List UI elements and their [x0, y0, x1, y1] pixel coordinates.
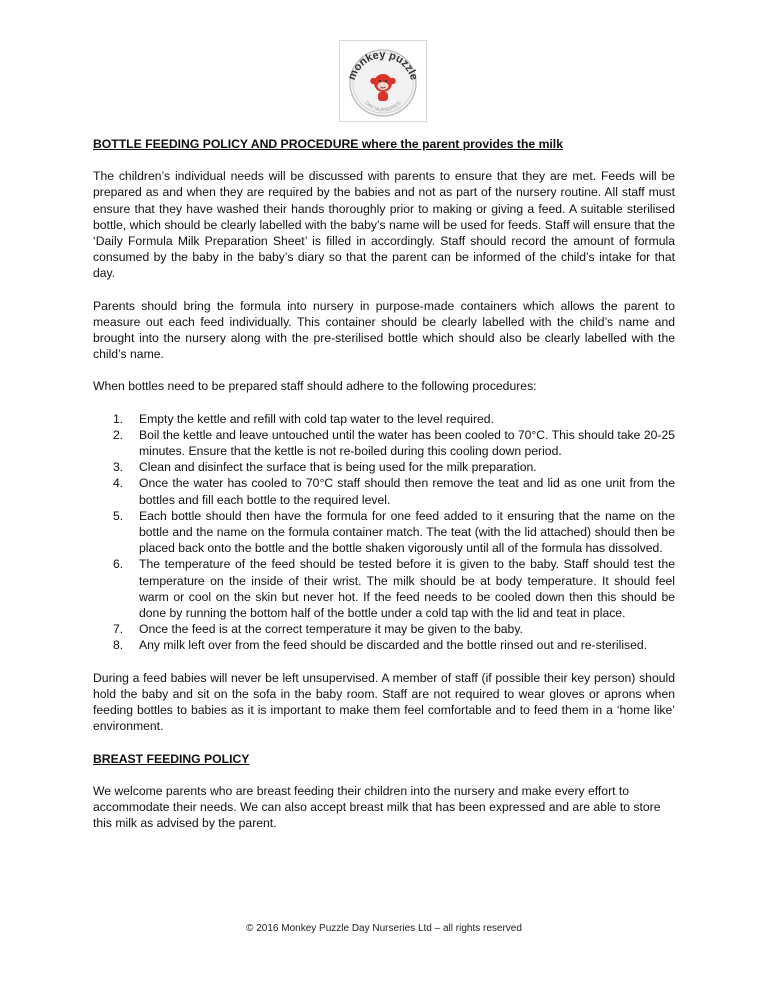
- breast-feeding-heading: BREAST FEEDING POLICY: [93, 751, 250, 766]
- list-item: 4. Once the water has cooled to 70°C staff should then remove the teat and lid as one unit from the bottles and fill each bottle to the required level.: [113, 476, 675, 507]
- bottle-feeding-heading: BOTTLE FEEDING POLICY AND PROCEDURE where the parent provides the milk: [93, 137, 563, 151]
- breast-feeding-paragraph: We welcome parents who are breast feeding their children into the nursery and make every effort to accommodate their needs. We can also accept breast milk that has been expressed and are able to store this milk as advised by the parent.: [93, 783, 661, 831]
- procedure-list: [93, 411, 675, 654]
- logo-brand-text: monkey puzzle: [345, 48, 421, 82]
- list-item: 2. Boil the kettle and leave untouched until the water has been cooled to 70°C. This should take 20-25 minutes. Ensure that the kettle is not re-boiled during this cooling down period.: [113, 427, 675, 459]
- intro-paragraph: The children’s individual needs will be discussed with parents to ensure that they are met. Feeds will be prepared as and when they are required by the babies and not as part of the nursery routine. All staff must ensure that they have washed their hands thoroughly prior to making or giving a feed. A suitable sterilised bottle, which should be clearly labelled with the baby’s name will be used for feeds. Staff will ensure that the ‘Daily Formula Milk Preparation Sheet’ is filled in accordingly. Staff should record the amount of formula consumed by the baby in the baby’s diary so that the parent can be informed of the child’s intake for that day.: [93, 169, 675, 281]
- company-logo: [339, 40, 427, 122]
- list-item: 5. Each bottle should then have the formula for one feed added to it ensuring that the name on the bottle and the name on the formula container match. The teat (with the lid attached) should then be placed back onto the bottle and the bottle shaken vigorously until all of the formula has dissolved.: [113, 508, 675, 556]
- list-item: 8. Any milk left over from the feed should be discarded and the bottle rinsed out and re-sterilised.: [113, 638, 648, 653]
- procedure-intro: When bottles need to be prepared staff should adhere to the following procedures:: [93, 379, 537, 394]
- document-body: [93, 136, 675, 831]
- logo-sub-text: DAY NURSERIES: [363, 100, 403, 114]
- list-item: 3. Clean and disinfect the surface that is being used for the milk preparation.: [113, 460, 537, 475]
- list-item: 1. Empty the kettle and refill with cold tap water to the level required.: [113, 411, 494, 426]
- list-item: 7. Once the feed is at the correct temperature it may be given to the baby.: [113, 622, 523, 637]
- supervision-paragraph: During a feed babies will never be left unsupervised. A member of staff (if possible their key person) should hold the baby and sit on the sofa in the baby room. Staff are not required to wear gloves or aprons when feeding bottles to babies as it is important to make them feel comfortable and to feed them in a ‘home like’ environment.: [93, 670, 675, 734]
- list-item: 6. The temperature of the feed should be tested before it is given to the baby. Staff should test the temperature on the inside of their wrist. The milk should be at body temperature. It should feel warm or cool on the skin but never hot. If the feed needs to be cooled down then this should be done by running the bottom half of the bottle under a cold tap with the lid and teat in place.: [113, 557, 675, 621]
- copyright-footer: © 2016 Monkey Puzzle Day Nurseries Ltd – all rights reserved: [246, 923, 522, 934]
- formula-paragraph: Parents should bring the formula into nursery in purpose-made containers which allows the parent to measure out each feed individually. This container should be clearly labelled with the child’s name and brought into the nursery along with the pre-sterilised bottle which should also be clearly labelled with the child’s name.: [93, 298, 675, 362]
- logo-graphic: [340, 41, 426, 121]
